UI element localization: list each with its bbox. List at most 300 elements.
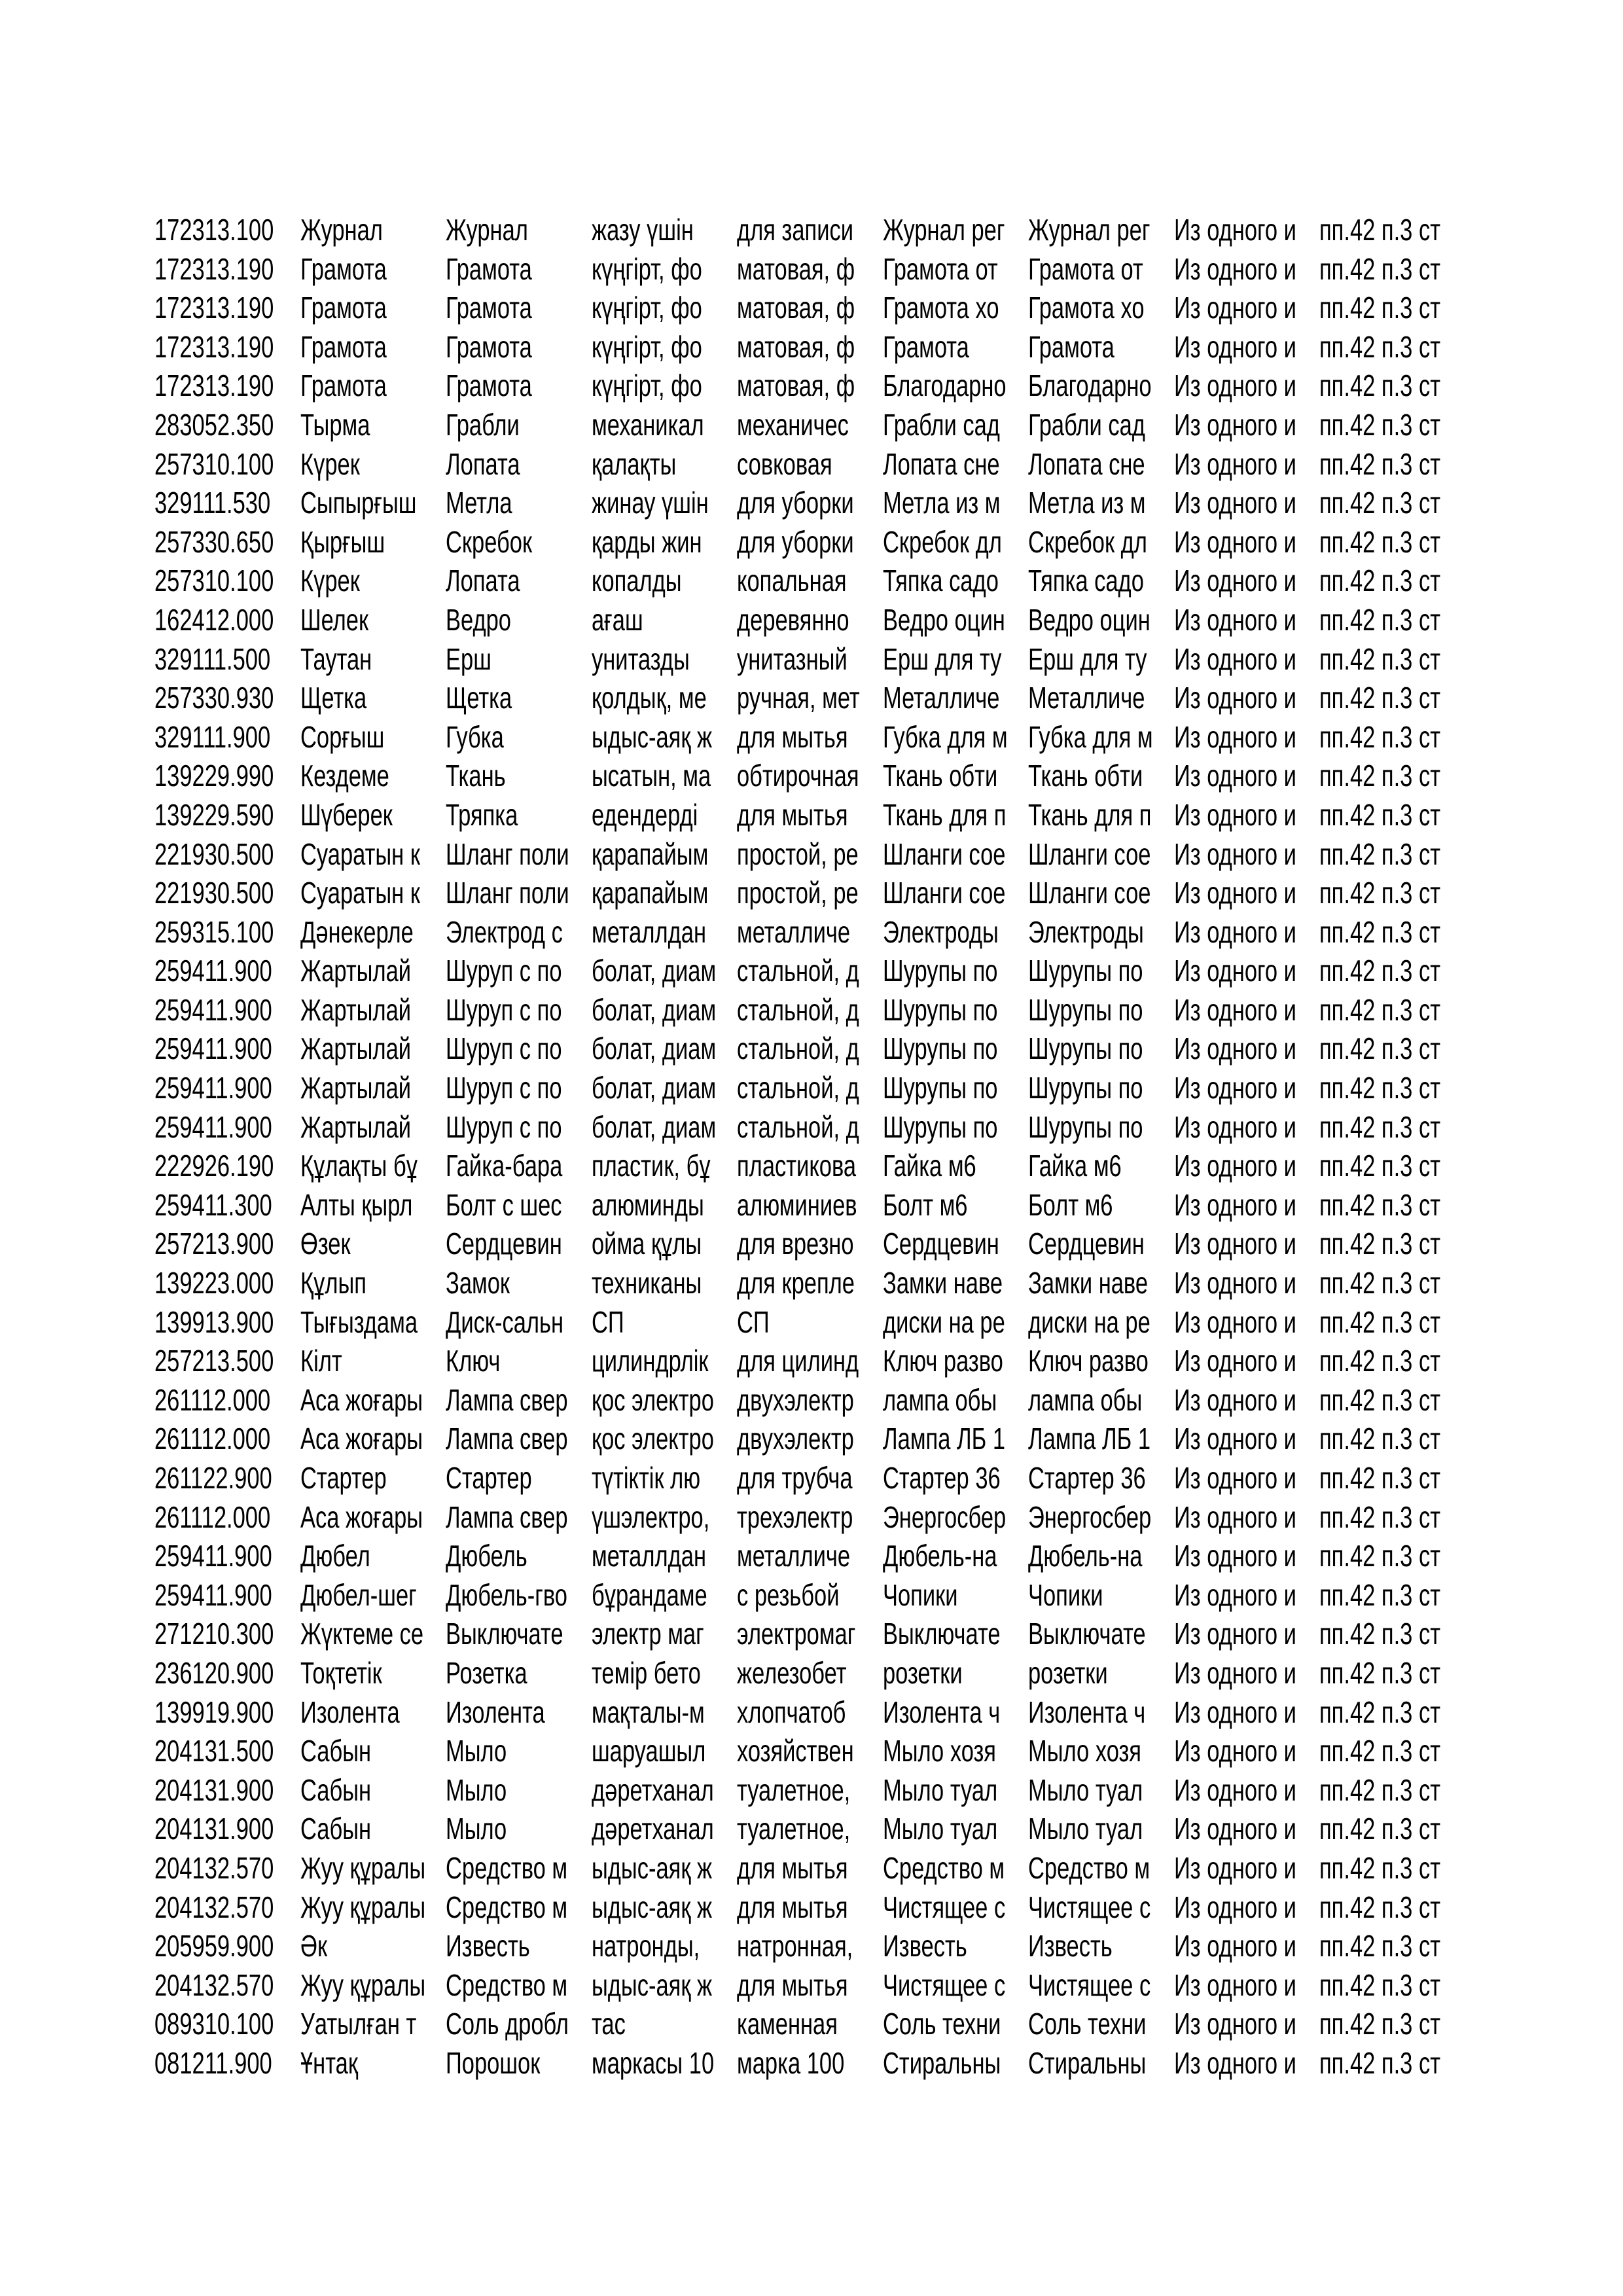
cell-name-kk: Дәнекерле bbox=[300, 914, 414, 949]
cell-spec-ru: для цилинд bbox=[737, 1344, 859, 1378]
cell-spec-ru: стальной, д bbox=[737, 1071, 859, 1105]
cell-spec-ru: для мытья bbox=[737, 797, 848, 832]
cell-item-kk: розетки bbox=[882, 1655, 963, 1690]
table-row bbox=[154, 445, 1483, 484]
cell-name-kk: Дюбел-шег bbox=[300, 1577, 417, 1612]
cell-legal-basis: пп.42 п.3 ст bbox=[1319, 954, 1441, 988]
cell-name-ru: Грабли bbox=[446, 407, 520, 442]
cell-spec-kk: болат, диам bbox=[591, 1071, 716, 1105]
cell-name-ru: Диск-сальн bbox=[446, 1304, 564, 1339]
cell-item-kk: Грамота хо bbox=[882, 291, 999, 325]
cell-item-kk: Электроды bbox=[882, 914, 999, 949]
cell-legal-basis: пп.42 п.3 ст bbox=[1319, 602, 1441, 637]
cell-spec-ru: хлопчатоб bbox=[737, 1695, 846, 1729]
cell-procurement-method: Из одного и bbox=[1173, 1734, 1296, 1768]
cell-name-ru: Шланг поли bbox=[446, 876, 569, 910]
cell-name-kk: Сабын bbox=[300, 1812, 371, 1846]
cell-legal-basis: пп.42 п.3 ст bbox=[1319, 1344, 1441, 1378]
cell-item-kk: Шланги сое bbox=[882, 876, 1005, 910]
cell-name-kk: Кілт bbox=[300, 1344, 342, 1378]
cell-code: 236120.900 bbox=[154, 1655, 274, 1690]
cell-procurement-method: Из одного и bbox=[1173, 1850, 1296, 1885]
cell-name-ru: Порошок bbox=[446, 2045, 541, 2080]
table-row bbox=[154, 2044, 1483, 2083]
cell-spec-ru: копальная bbox=[737, 564, 847, 598]
cell-name-ru: Мыло bbox=[446, 1772, 507, 1807]
table-row bbox=[154, 1888, 1483, 1928]
table-row bbox=[154, 1108, 1483, 1147]
table-row bbox=[154, 562, 1483, 601]
cell-spec-kk: металлдан bbox=[591, 1539, 706, 1573]
cell-spec-ru: матовая, ф bbox=[737, 251, 855, 286]
cell-name-kk: Өзек bbox=[300, 1227, 351, 1261]
cell-name-kk: Грамота bbox=[300, 291, 387, 325]
cell-item-kk: Шурупы по bbox=[882, 1031, 997, 1066]
cell-procurement-method: Из одного и bbox=[1173, 329, 1296, 364]
cell-name-ru: Шланг поли bbox=[446, 836, 569, 871]
cell-legal-basis: пп.42 п.3 ст bbox=[1319, 914, 1441, 949]
cell-name-ru: Ткань bbox=[446, 759, 506, 793]
cell-item-ru: диски на ре bbox=[1028, 1304, 1150, 1339]
cell-spec-ru: простой, ре bbox=[737, 876, 859, 910]
cell-name-ru: Ерш bbox=[446, 641, 491, 676]
cell-legal-basis: пп.42 п.3 ст bbox=[1319, 1539, 1441, 1573]
cell-code: 259315.100 bbox=[154, 914, 274, 949]
cell-procurement-method: Из одного и bbox=[1173, 1149, 1296, 1183]
cell-name-kk: Таутан bbox=[300, 641, 372, 676]
table-row bbox=[154, 250, 1483, 289]
table-row bbox=[154, 1693, 1483, 1732]
cell-spec-kk: болат, диам bbox=[591, 1031, 716, 1066]
table-row bbox=[154, 1732, 1483, 1771]
cell-code: 204131.900 bbox=[154, 1772, 274, 1807]
cell-spec-kk: ыдыс-аяқ ж bbox=[591, 1967, 712, 2002]
cell-procurement-method: Из одного и bbox=[1173, 1187, 1296, 1222]
cell-code: 259411.900 bbox=[154, 1109, 272, 1144]
cell-spec-kk: ыдыс-аяқ ж bbox=[591, 1850, 712, 1885]
table-row bbox=[154, 1498, 1483, 1537]
cell-procurement-method: Из одного и bbox=[1173, 1812, 1296, 1846]
cell-legal-basis: пп.42 п.3 ст bbox=[1319, 1734, 1441, 1768]
cell-item-kk: Металличе bbox=[882, 681, 999, 715]
cell-spec-ru: стальной, д bbox=[737, 1031, 859, 1066]
cell-item-ru: Мыло туал bbox=[1028, 1812, 1143, 1846]
cell-name-kk: Жуу құралы bbox=[300, 1850, 425, 1885]
cell-procurement-method: Из одного и bbox=[1173, 1109, 1296, 1144]
cell-item-kk: Стартер 36 bbox=[882, 1461, 1001, 1495]
cell-name-ru: Шуруп с по bbox=[446, 1109, 562, 1144]
cell-legal-basis: пп.42 п.3 ст bbox=[1319, 1031, 1441, 1066]
cell-name-ru: Средство м bbox=[446, 1850, 568, 1885]
cell-name-kk: Жартылай bbox=[300, 1031, 411, 1066]
cell-legal-basis: пп.42 п.3 ст bbox=[1319, 1422, 1441, 1456]
cell-procurement-method: Из одного и bbox=[1173, 1655, 1296, 1690]
cell-procurement-method: Из одного и bbox=[1173, 368, 1296, 403]
cell-item-kk: диски на ре bbox=[882, 1304, 1005, 1339]
cell-name-ru: Средство м bbox=[446, 1967, 568, 2002]
cell-code: 257310.100 bbox=[154, 446, 274, 481]
cell-code: 204132.570 bbox=[154, 1850, 274, 1885]
cell-item-kk: Выключате bbox=[882, 1617, 1001, 1651]
table-row bbox=[154, 523, 1483, 562]
cell-name-kk: Жүктеме се bbox=[300, 1617, 423, 1651]
cell-code: 259411.900 bbox=[154, 1031, 272, 1066]
cell-item-ru: Шурупы по bbox=[1028, 1071, 1143, 1105]
cell-code: 205959.900 bbox=[154, 1929, 274, 1964]
cell-name-kk: Жартылай bbox=[300, 992, 411, 1027]
cell-name-ru: Электрод с bbox=[446, 914, 563, 949]
cell-item-kk: Губка для м bbox=[882, 719, 1008, 754]
table-row bbox=[154, 1966, 1483, 2005]
cell-legal-basis: пп.42 п.3 ст bbox=[1319, 1071, 1441, 1105]
cell-item-kk: Грамота от bbox=[882, 251, 998, 286]
cell-spec-kk: металлдан bbox=[591, 914, 706, 949]
cell-spec-kk: қарды жин bbox=[591, 524, 702, 559]
table-row bbox=[154, 367, 1483, 406]
cell-spec-kk: болат, диам bbox=[591, 992, 716, 1027]
cell-code: 221930.500 bbox=[154, 876, 274, 910]
cell-item-kk: Грамота bbox=[882, 329, 969, 364]
cell-item-kk: Стиральны bbox=[882, 2045, 1001, 2080]
cell-spec-ru: простой, ре bbox=[737, 836, 859, 871]
cell-item-ru: Грамота хо bbox=[1028, 291, 1145, 325]
cell-item-ru: Благодарно bbox=[1028, 368, 1152, 403]
cell-spec-kk: техниканы bbox=[591, 1266, 702, 1300]
cell-spec-kk: болат, диам bbox=[591, 954, 716, 988]
cell-item-kk: Мыло хозя bbox=[882, 1734, 996, 1768]
cell-code: 221930.500 bbox=[154, 836, 274, 871]
cell-code: 172313.100 bbox=[154, 213, 274, 247]
cell-name-kk: Грамота bbox=[300, 329, 387, 364]
cell-spec-ru: матовая, ф bbox=[737, 368, 855, 403]
cell-item-kk: Благодарно bbox=[882, 368, 1007, 403]
cell-name-ru: Лопата bbox=[446, 446, 520, 481]
cell-item-ru: Энергосбер bbox=[1028, 1499, 1152, 1534]
cell-legal-basis: пп.42 п.3 ст bbox=[1319, 1227, 1441, 1261]
cell-name-ru: Грамота bbox=[446, 291, 532, 325]
cell-name-ru: Грамота bbox=[446, 368, 532, 403]
cell-spec-kk: пластик, бұ bbox=[591, 1149, 711, 1183]
cell-name-ru: Щетка bbox=[446, 681, 512, 715]
cell-code: 139229.990 bbox=[154, 759, 274, 793]
cell-item-ru: Ерш для ту bbox=[1028, 641, 1147, 676]
cell-code: 261112.000 bbox=[154, 1382, 271, 1417]
cell-code: 257213.900 bbox=[154, 1227, 274, 1261]
cell-legal-basis: пп.42 п.3 ст bbox=[1319, 759, 1441, 793]
cell-code: 257330.650 bbox=[154, 524, 274, 559]
cell-item-ru: Шурупы по bbox=[1028, 1109, 1143, 1144]
cell-procurement-method: Из одного и bbox=[1173, 564, 1296, 598]
cell-code: 222926.190 bbox=[154, 1149, 274, 1183]
cell-procurement-method: Из одного и bbox=[1173, 681, 1296, 715]
cell-procurement-method: Из одного и bbox=[1173, 876, 1296, 910]
cell-spec-ru: СП bbox=[737, 1304, 770, 1339]
cell-spec-ru: деревянно bbox=[737, 602, 849, 637]
cell-spec-ru: матовая, ф bbox=[737, 329, 855, 364]
cell-code: 259411.900 bbox=[154, 992, 272, 1027]
cell-code: 261122.900 bbox=[154, 1461, 272, 1495]
cell-code: 139223.000 bbox=[154, 1266, 274, 1300]
cell-spec-ru: двухэлектр bbox=[737, 1422, 854, 1456]
cell-name-ru: Дюбель-гво bbox=[446, 1577, 567, 1612]
cell-name-kk: Изолента bbox=[300, 1695, 400, 1729]
cell-spec-ru: для записи bbox=[737, 213, 854, 247]
cell-item-kk: Изолента ч bbox=[882, 1695, 1000, 1729]
cell-item-ru: Мыло туал bbox=[1028, 1772, 1143, 1807]
cell-spec-ru: для трубча bbox=[737, 1461, 853, 1495]
table-row bbox=[154, 1225, 1483, 1264]
cell-spec-kk: қолдық, ме bbox=[591, 681, 707, 715]
cell-spec-kk: күңгірт, фо bbox=[591, 329, 702, 364]
table-row bbox=[154, 211, 1483, 250]
cell-item-ru: Лампа ЛБ 1 bbox=[1028, 1422, 1151, 1456]
cell-spec-ru: для крепле bbox=[737, 1266, 855, 1300]
cell-spec-ru: туалетное, bbox=[737, 1812, 851, 1846]
cell-name-kk: Сабын bbox=[300, 1772, 371, 1807]
cell-procurement-method: Из одного и bbox=[1173, 524, 1296, 559]
table-row bbox=[154, 757, 1483, 796]
cell-procurement-method: Из одного и bbox=[1173, 1890, 1296, 1924]
cell-legal-basis: пп.42 п.3 ст bbox=[1319, 1266, 1441, 1300]
cell-item-ru: Стартер 36 bbox=[1028, 1461, 1146, 1495]
cell-name-ru: Ключ bbox=[446, 1344, 501, 1378]
table-row bbox=[154, 1849, 1483, 1888]
cell-item-ru: Ткань обти bbox=[1028, 759, 1143, 793]
table-row bbox=[154, 1264, 1483, 1303]
cell-item-kk: Шурупы по bbox=[882, 992, 997, 1027]
table-row bbox=[154, 640, 1483, 679]
cell-spec-kk: күңгірт, фо bbox=[591, 251, 702, 286]
cell-legal-basis: пп.42 п.3 ст bbox=[1319, 1695, 1441, 1729]
table-row bbox=[154, 679, 1483, 718]
cell-item-kk: Грабли сад bbox=[882, 407, 1000, 442]
cell-name-kk: Журнал bbox=[300, 213, 383, 247]
cell-spec-ru: для мытья bbox=[737, 1850, 848, 1885]
cell-spec-ru: стальной, д bbox=[737, 954, 859, 988]
cell-legal-basis: пп.42 п.3 ст bbox=[1319, 1499, 1441, 1534]
cell-name-ru: Средство м bbox=[446, 1890, 568, 1924]
cell-item-ru: Стиральны bbox=[1028, 2045, 1147, 2080]
cell-legal-basis: пп.42 п.3 ст bbox=[1319, 1382, 1441, 1417]
cell-spec-kk: қарапайым bbox=[591, 876, 708, 910]
cell-spec-kk: тас bbox=[591, 2007, 626, 2041]
cell-spec-ru: трехэлектр bbox=[737, 1499, 853, 1534]
table-row bbox=[154, 1420, 1483, 1459]
cell-code: 283052.350 bbox=[154, 407, 274, 442]
table-row bbox=[154, 1069, 1483, 1108]
cell-spec-ru: электромаг bbox=[737, 1617, 856, 1651]
table-row bbox=[154, 1654, 1483, 1693]
cell-legal-basis: пп.42 п.3 ст bbox=[1319, 1929, 1441, 1964]
cell-procurement-method: Из одного и bbox=[1173, 1695, 1296, 1729]
cell-code: 261112.000 bbox=[154, 1422, 271, 1456]
cell-legal-basis: пп.42 п.3 ст bbox=[1319, 1655, 1441, 1690]
cell-item-ru: Замки наве bbox=[1028, 1266, 1149, 1300]
cell-procurement-method: Из одного и bbox=[1173, 1031, 1296, 1066]
cell-name-kk: Жартылай bbox=[300, 1071, 411, 1105]
cell-legal-basis: пп.42 п.3 ст bbox=[1319, 2007, 1441, 2041]
table-row bbox=[154, 1186, 1483, 1225]
cell-name-ru: Ведро bbox=[446, 602, 511, 637]
cell-procurement-method: Из одного и bbox=[1173, 1304, 1296, 1339]
cell-procurement-method: Из одного и bbox=[1173, 1461, 1296, 1495]
cell-procurement-method: Из одного и bbox=[1173, 719, 1296, 754]
table-row bbox=[154, 1030, 1483, 1069]
cell-item-kk: Энергосбер bbox=[882, 1499, 1006, 1534]
cell-name-kk: Уатылған т bbox=[300, 2007, 416, 2041]
cell-spec-ru: стальной, д bbox=[737, 1109, 859, 1144]
cell-spec-kk: дәретханал bbox=[591, 1772, 714, 1807]
cell-code: 204132.570 bbox=[154, 1890, 274, 1924]
cell-code: 172313.190 bbox=[154, 251, 274, 286]
cell-procurement-method: Из одного и bbox=[1173, 1422, 1296, 1456]
cell-code: 139913.900 bbox=[154, 1304, 274, 1339]
cell-item-kk: Шурупы по bbox=[882, 1109, 997, 1144]
cell-item-kk: Метла из м bbox=[882, 486, 1001, 520]
table-row bbox=[154, 328, 1483, 367]
cell-item-ru: Ткань для п bbox=[1028, 797, 1152, 832]
cell-procurement-method: Из одного и bbox=[1173, 914, 1296, 949]
cell-spec-kk: механикал bbox=[591, 407, 704, 442]
cell-item-ru: Лопата сне bbox=[1028, 446, 1145, 481]
cell-legal-basis: пп.42 п.3 ст bbox=[1319, 213, 1441, 247]
cell-procurement-method: Из одного и bbox=[1173, 1929, 1296, 1964]
cell-spec-kk: темір бето bbox=[591, 1655, 701, 1690]
cell-item-ru: Грамота bbox=[1028, 329, 1115, 364]
cell-item-kk: Дюбель-на bbox=[882, 1539, 997, 1573]
cell-item-kk: Лампа ЛБ 1 bbox=[882, 1422, 1005, 1456]
cell-legal-basis: пп.42 п.3 ст bbox=[1319, 329, 1441, 364]
cell-item-kk: Средство м bbox=[882, 1850, 1005, 1885]
cell-item-kk: Мыло туал bbox=[882, 1772, 997, 1807]
cell-code: 259411.300 bbox=[154, 1187, 272, 1222]
cell-code: 081211.900 bbox=[154, 2045, 272, 2080]
table-row bbox=[154, 1342, 1483, 1381]
cell-spec-kk: СП bbox=[591, 1304, 624, 1339]
table-row bbox=[154, 952, 1483, 991]
cell-spec-kk: натронды, bbox=[591, 1929, 700, 1964]
table-row bbox=[154, 796, 1483, 835]
cell-name-kk: Суаратын к bbox=[300, 876, 420, 910]
cell-item-ru: Средство м bbox=[1028, 1850, 1150, 1885]
cell-spec-ru: для уборки bbox=[737, 524, 854, 559]
cell-code: 257330.930 bbox=[154, 681, 274, 715]
table-row bbox=[154, 601, 1483, 640]
cell-name-ru: Гайка-бара bbox=[446, 1149, 563, 1183]
table-row bbox=[154, 991, 1483, 1030]
cell-spec-kk: ысатын, ма bbox=[591, 759, 711, 793]
cell-code: 172313.190 bbox=[154, 291, 274, 325]
cell-legal-basis: пп.42 п.3 ст bbox=[1319, 251, 1441, 286]
cell-legal-basis: пп.42 п.3 ст bbox=[1319, 719, 1441, 754]
cell-spec-ru: хозяйствен bbox=[737, 1734, 854, 1768]
cell-name-kk: Ұнтақ bbox=[300, 2045, 358, 2080]
cell-name-ru: Изолента bbox=[446, 1695, 545, 1729]
cell-item-kk: Сердцевин bbox=[882, 1227, 999, 1261]
cell-spec-kk: дәретханал bbox=[591, 1812, 714, 1846]
cell-name-ru: Шуруп с по bbox=[446, 954, 562, 988]
table-row bbox=[154, 1381, 1483, 1420]
cell-spec-ru: ручная, мет bbox=[737, 681, 860, 715]
table-row bbox=[154, 1459, 1483, 1498]
table-row bbox=[154, 484, 1483, 523]
cell-name-ru: Тряпка bbox=[446, 797, 518, 832]
cell-name-kk: Құлақты бұ bbox=[300, 1149, 418, 1183]
cell-code: 139229.590 bbox=[154, 797, 274, 832]
cell-name-kk: Кездеме bbox=[300, 759, 389, 793]
cell-name-kk: Аса жоғары bbox=[300, 1499, 423, 1534]
cell-procurement-method: Из одного и bbox=[1173, 1382, 1296, 1417]
cell-item-kk: Скребок дл bbox=[882, 524, 1002, 559]
cell-item-ru: Ключ разво bbox=[1028, 1344, 1149, 1378]
cell-name-kk: Күрек bbox=[300, 446, 360, 481]
cell-item-kk: Шланги сое bbox=[882, 836, 1005, 871]
cell-legal-basis: пп.42 п.3 ст bbox=[1319, 1187, 1441, 1222]
cell-item-ru: Шурупы по bbox=[1028, 992, 1143, 1027]
cell-legal-basis: пп.42 п.3 ст bbox=[1319, 1617, 1441, 1651]
cell-name-ru: Лампа свер bbox=[446, 1499, 568, 1534]
cell-item-ru: Скребок дл bbox=[1028, 524, 1147, 559]
cell-spec-kk: ыдыс-аяқ ж bbox=[591, 1890, 712, 1924]
cell-code: 261112.000 bbox=[154, 1499, 271, 1534]
cell-spec-kk: копалды bbox=[591, 564, 682, 598]
table-row bbox=[154, 1771, 1483, 1810]
cell-spec-kk: унитазды bbox=[591, 641, 690, 676]
cell-code: 257213.500 bbox=[154, 1344, 274, 1378]
cell-spec-ru: алюминиев bbox=[737, 1187, 857, 1222]
cell-spec-kk: қос электро bbox=[591, 1422, 714, 1456]
cell-item-ru: Мыло хозя bbox=[1028, 1734, 1141, 1768]
cell-item-kk: Ключ разво bbox=[882, 1344, 1003, 1378]
table-row bbox=[154, 913, 1483, 952]
cell-legal-basis: пп.42 п.3 ст bbox=[1319, 2045, 1441, 2080]
cell-item-ru: Изолента ч bbox=[1028, 1695, 1146, 1729]
cell-spec-kk: шаруашыл bbox=[591, 1734, 705, 1768]
cell-spec-kk: қарапайым bbox=[591, 836, 708, 871]
cell-item-kk: Соль техни bbox=[882, 2007, 1001, 2041]
cell-code: 259411.900 bbox=[154, 1071, 272, 1105]
cell-procurement-method: Из одного и bbox=[1173, 1617, 1296, 1651]
cell-item-ru: Металличе bbox=[1028, 681, 1145, 715]
cell-legal-basis: пп.42 п.3 ст bbox=[1319, 1461, 1441, 1495]
cell-item-ru: Шурупы по bbox=[1028, 954, 1143, 988]
cell-legal-basis: пп.42 п.3 ст bbox=[1319, 681, 1441, 715]
cell-name-kk: Тырма bbox=[300, 407, 370, 442]
cell-name-kk: Сабын bbox=[300, 1734, 371, 1768]
cell-item-kk: Ткань для п bbox=[882, 797, 1006, 832]
cell-procurement-method: Из одного и bbox=[1173, 797, 1296, 832]
cell-spec-kk: бұрандаме bbox=[591, 1577, 707, 1612]
cell-name-ru: Выключате bbox=[446, 1617, 563, 1651]
cell-procurement-method: Из одного и bbox=[1173, 291, 1296, 325]
cell-item-kk: лампа обы bbox=[882, 1382, 997, 1417]
cell-name-ru: Замок bbox=[446, 1266, 510, 1300]
cell-item-kk: Лопата сне bbox=[882, 446, 1000, 481]
cell-procurement-method: Из одного и bbox=[1173, 836, 1296, 871]
cell-procurement-method: Из одного и bbox=[1173, 602, 1296, 637]
table-row bbox=[154, 874, 1483, 913]
cell-item-ru: Чопики bbox=[1028, 1577, 1103, 1612]
cell-code: 329111.530 bbox=[154, 486, 271, 520]
cell-code: 329111.900 bbox=[154, 719, 271, 754]
cell-code: 172313.190 bbox=[154, 368, 274, 403]
cell-spec-ru: обтирочная bbox=[737, 759, 859, 793]
cell-legal-basis: пп.42 п.3 ст bbox=[1319, 1890, 1441, 1924]
cell-procurement-method: Из одного и bbox=[1173, 1266, 1296, 1300]
cell-name-kk: Дюбел bbox=[300, 1539, 370, 1573]
cell-name-ru: Сердцевин bbox=[446, 1227, 562, 1261]
cell-code: 172313.190 bbox=[154, 329, 274, 364]
